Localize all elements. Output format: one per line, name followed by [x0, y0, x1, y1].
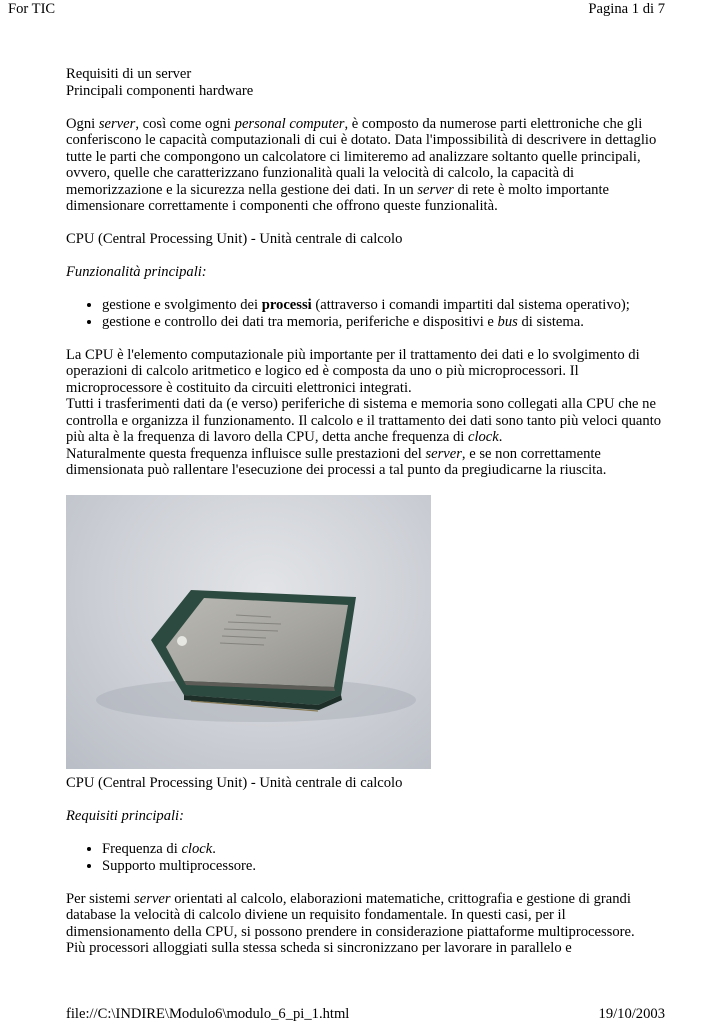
funzionalita-label [66, 264, 666, 281]
text: Più processori alloggiati sulla stessa scheda si sincronizzano per lavorare in parallelo e [66, 940, 572, 956]
photo-caption: CPU (Central Processing Unit) - Unità centrale di calcolo [66, 775, 403, 791]
doc-subtitle: Principali componenti hardware [66, 82, 254, 99]
cpu-heading: CPU (Central Processing Unit) - Unità centrale di calcolo [66, 231, 403, 247]
requisiti-label [66, 808, 666, 825]
functions-list [66, 297, 666, 330]
emphasis: server [425, 445, 462, 462]
text: (attraverso i comandi impartiti dal sistema operativo); [311, 297, 630, 313]
cpu-chip-image [66, 495, 431, 769]
emphasis: clock [467, 429, 499, 445]
text: gestione e controllo dei dati tra memoria, periferiche e dispositivi e [102, 313, 498, 330]
cpu-photo [66, 495, 431, 769]
doc-title: Requisiti di un server [66, 66, 192, 82]
text: orientati al calcolo, elaborazioni matematiche, crittografia e gestione di grandi database la velocità di calcolo diviene un requisito fondamentale. In questi casi, per il dimensionamento della CPU, si possono prendere in considerazione piattaforme multiprocessore. [66, 890, 635, 940]
text: gestione e svolgimento dei [102, 297, 262, 313]
text: Tutti i trasferimenti dati da (e verso) periferiche di sistema e memoria sono collegati alla CPU che ne controlla e organizza il funzionamento. Il calcolo e il trattamento dei dati sono tanto più veloci quanto più alta è la frequenza di lavoro della CPU, detta anche frequenza di [66, 396, 662, 445]
text: di sistema. [517, 313, 584, 330]
emphasis: personal computer [234, 115, 345, 132]
list-item [102, 314, 666, 331]
list-item [102, 841, 666, 858]
text: Frequenza di [102, 841, 182, 857]
footer-file-path: file://C:\INDIRE\Modulo6\modulo_6_pi_1.html [66, 1006, 350, 1022]
emphasis: Funzionalità principali: [66, 264, 207, 280]
emphasis: server [417, 181, 454, 198]
header-left: For TIC [8, 1, 56, 17]
last-paragraph [66, 891, 666, 957]
emphasis: bus [497, 313, 518, 330]
header-page-number: Pagina 1 di 7 [588, 1, 665, 17]
text: . [212, 841, 216, 857]
text: . [498, 429, 503, 445]
text: La CPU è l'elemento computazionale più importante per il trattamento dei dati e lo svolgimento di operazioni di calcolo aritmetico e logico ed è composta da uno o più microprocessori. Il microprocessore è costituito da circuiti elettronici integrati. [66, 346, 640, 396]
emphasis: Requisiti principali: [66, 808, 184, 824]
text: di rete è molto importante dimensionare correttamente i componenti che offrono queste funzionalità. [66, 181, 610, 214]
emphasis: server [98, 115, 136, 132]
text: , così come ogni [135, 115, 235, 132]
text: Ogni [66, 115, 99, 132]
list-item: • Supporto multiprocessore. [102, 858, 666, 875]
bold-term: processi [261, 297, 312, 313]
list-item [102, 297, 666, 314]
document-body [66, 66, 666, 957]
text: Naturalmente questa frequenza influisce sulle prestazioni del [66, 445, 426, 462]
text: , e se non correttamente dimensionata può rallentare l'esecuzione dei processi a tal punto da pregiudicarne la riuscita. [66, 445, 607, 478]
cpu-paragraph [66, 347, 666, 479]
emphasis: clock [181, 841, 213, 857]
intro-paragraph [66, 116, 666, 215]
requirements-list [66, 841, 666, 874]
text: , è composto da numerose parti elettroniche che gli conferiscono le capacità computazionali di cui è dotato. Data l'impossibilità di descrivere in dettaglio tutte le parti che compongono un calcolatore ci limiteremo ad analizzare soltanto quelle principali, ovvero, quelle che caratterizzano funzionalità quali la velocità di calcolo, la capacità di memorizzazione e la sicurezza nella gestione dei dati. In un [66, 115, 657, 198]
text: Per sistemi [66, 890, 135, 907]
footer-date: 19/10/2003 [598, 1006, 665, 1022]
emphasis: server [134, 890, 171, 907]
